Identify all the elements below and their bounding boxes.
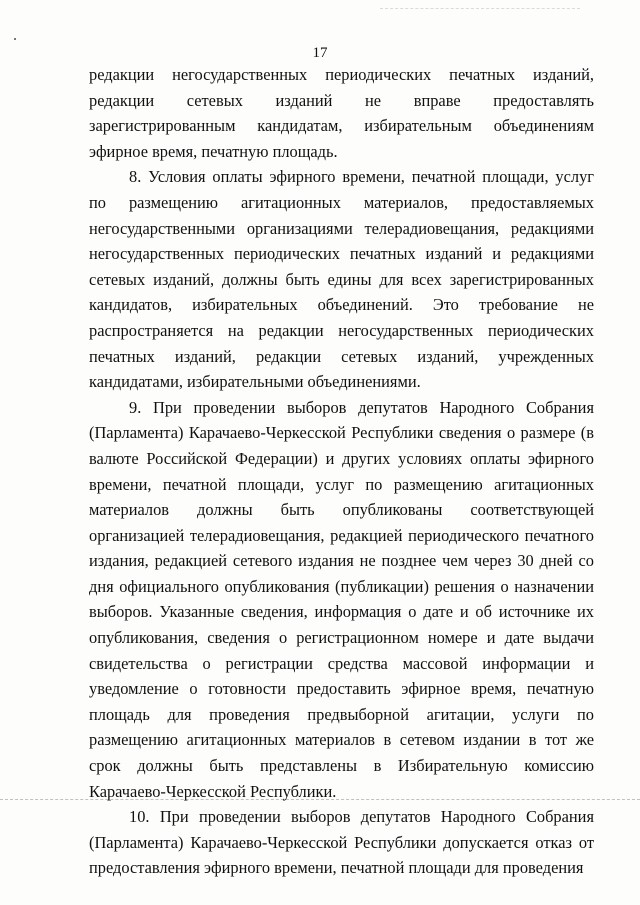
paragraph-item-9: 9. При проведении выборов депутатов Народного Собрания (Парламента) Карачаево-Черкесской Республики сведения о размере (в валюте Российской Федерации) и других условиях оплаты эфирного времени, печатной площади, услуг по размещению агитационных материалов должны быть опубликованы соответствующей организацией телерадиовещания, редакцией периодического печатного издания, редакцией сетевого издания не позднее чем через 30 дней со дня официального опубликования (публикации) решения о назначении выборов. Указанные сведения, информация о дате и об источнике их опубликования, сведения о регистрационном номере и дате выдачи свидетельства о регистрации средства массовой информации и уведомление о готовности предоставить эфирное время, печатную площадь для проведения предвыборной агитации, услуги по размещению агитационных материалов в сетевом издании в тот же срок должны быть представлены в Избирательную комиссию Карачаево-Черкесской Республики. [89,397,594,801]
document-body [89,62,594,881]
scan-streak-top [380,8,580,9]
paragraph-item-8: 8. Условия оплаты эфирного времени, печатной площади, услуг по размещению агитационных материалов, предоставляемых негосударственными организациями телерадиовещания, редакциями негосударственных периодических печатных изданий и редакциями сетевых изданий, должны быть едины для всех зарегистрированных кандидатов, избирательных объединений. Это требование не распространяется на редакции негосударственных периодических печатных изданий, редакции сетевых изданий, учрежденных кандидатами, избирательными объединениями. [89,167,594,392]
scan-speck [14,38,16,40]
paragraph-item-10: 10. При проведении выборов депутатов Народного Собрания (Парламента) Карачаево-Черкесской Республики допускается отказ от предоставления эфирного времени, печатной площади для проведения [89,807,594,878]
page-number: 17 [312,45,328,61]
paragraph-continuation: редакции негосударственных периодических печатных изданий, редакции сетевых изданий не вправе предоставлять зарегистрированным кандидатам, избирательным объединениям эфирное время, печатную площадь. [89,65,594,161]
